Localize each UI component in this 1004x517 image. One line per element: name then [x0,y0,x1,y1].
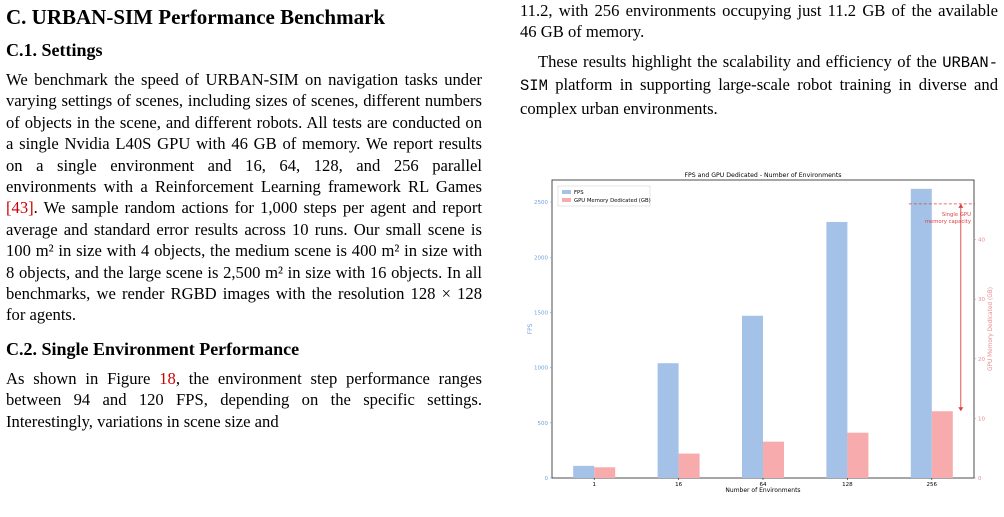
legend-swatch-fps [562,190,571,194]
x-tick-label: 16 [675,482,683,488]
settings-text-a: We benchmark the speed of URBAN-SIM on navigation tasks under varying settings of scenes, including sizes of scenes, different numbers of objects in the scene, and different robots. All tests are conducted on a single Nvidia L40S GPU with 46 GB of memory. We report results on a single environment and 16, 64, 128, and 256 parallel environments with a Reinforcement Learning framework RL Games [6,70,482,197]
right-tick-label: 10 [978,416,985,423]
subsection-heading-single-env: C.2. Single Environment Performance [6,338,300,359]
left-tick-label: 500 [537,420,548,427]
legend-label-fps: FPS [574,190,584,196]
fps-bar [826,222,847,478]
fps-gpu-chart [520,168,998,498]
right-tick-label: 20 [978,356,985,363]
left-tick-label: 0 [544,476,548,482]
y-axis-label: FPS [528,323,534,335]
memory-paragraph: 11.2, with 256 environments occupying just 11.2 GB of the available 46 GB of memory. [520,1,998,42]
left-tick-label: 1000 [534,365,548,372]
left-tick-label: 2500 [534,200,548,207]
left-tick-label: 1500 [534,310,548,317]
capacity-arrowhead [958,407,963,411]
fps-bar [658,363,679,478]
x-tick-label: 1 [592,482,596,488]
single-env-paragraph [6,368,482,432]
x-axis-label: Number of Environments [725,487,801,494]
gpu-memory-bar [932,411,953,478]
x-tick-label: 128 [842,482,853,488]
left-tick-label: 2000 [534,255,548,262]
conclusion-text-a: These results highlight the scalability and efficiency of the [538,51,943,71]
citation-link[interactable]: [43] [6,198,34,218]
right-tick-label: 30 [978,297,985,304]
x-tick-label: 256 [926,482,938,488]
figure-link[interactable]: 18 [159,368,176,388]
fps-bar [573,466,594,478]
capacity-label-line1: Single GPU [941,211,971,218]
conclusion-text-b: platform in supporting large-scale robot training in diverse and complex urban environments. [520,75,998,118]
single-env-text-b: , the environment step performance ranges between 94 and 120 FPS, depending on the specific settings. Interestingly, variations in scene size and [6,368,482,431]
right-tick-label: 40 [978,237,985,244]
left-column [6,0,482,432]
y-axis-label-right: GPU Memory Dedicated (GB) [988,287,994,371]
subsection-heading-settings: C.1. Settings [6,40,103,60]
section-title: C. URBAN-SIM Performance Benchmark [6,5,386,29]
capacity-arrowhead-top [958,204,963,208]
gpu-memory-bar [763,442,784,478]
gpu-memory-bar [594,467,615,478]
single-env-text-a: As shown in Figure [6,368,160,388]
gpu-memory-bar [847,433,868,478]
platform-name: URBAN-SIM [520,53,998,96]
legend-label-gpu: GPU Memory Dedicated (GB) [574,198,651,204]
settings-text-b: . We sample random actions for 1,000 steps per agent and report average and standard error results across 10 runs. Our small scene is 100 m² in size with 4 objects, the medium scene is 400 m² in size with 8 objects, and the large scene is 2,500 m² in size with 16 objects. In all benchmarks, we render RGBD images with the resolution 128 × 128 for agents. [6,198,482,325]
settings-paragraph [6,69,482,326]
fps-bar [911,189,932,478]
fps-bar [742,316,763,478]
conclusion-paragraph [520,51,998,119]
capacity-label-line2: memory capacity [924,218,971,225]
gpu-memory-bar [679,454,700,478]
legend-swatch-gpu [562,198,571,202]
right-column [520,0,998,119]
right-tick-label: 0 [978,476,982,482]
chart-title: FPS and GPU Dedicated - Number of Environments [684,172,842,179]
x-tick-label: 64 [759,482,767,488]
